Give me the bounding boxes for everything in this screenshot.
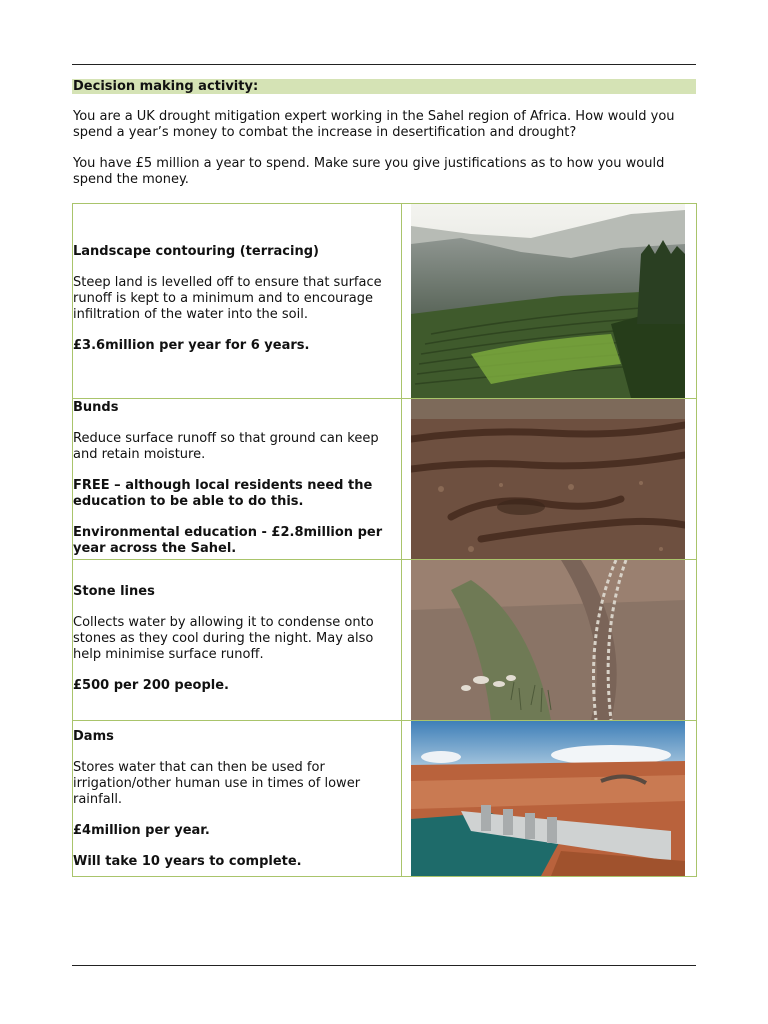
section-heading: Decision making activity: <box>72 79 696 94</box>
option-image-cell <box>402 204 697 399</box>
options-table <box>72 203 697 877</box>
intro-paragraph: You are a UK drought mitigation expert working in the Sahel region of Africa. How would you spend a year’s money to combat the increase in desertification and drought? <box>73 109 675 140</box>
footer-rule <box>72 965 696 966</box>
option-image-cell <box>402 721 697 877</box>
option-title: Landscape contouring (terracing) <box>73 244 319 259</box>
option-text-cell <box>73 721 402 877</box>
option-image-cell <box>402 399 697 560</box>
option-text-cell <box>73 399 402 560</box>
option-extra: Will take 10 years to complete. <box>73 854 302 869</box>
option-description: Reduce surface runoff so that ground can keep and retain moisture. <box>73 431 379 462</box>
option-image-cell <box>402 560 697 721</box>
option-cost: £4million per year. <box>73 823 210 838</box>
dam-photo <box>411 721 685 876</box>
option-description: Steep land is levelled off to ensure that surface runoff is kept to a minimum and to encourage infiltration of the water into the soil. <box>73 275 382 322</box>
option-cost: FREE – although local residents need the education to be able to do this. <box>73 478 373 509</box>
budget-paragraph: You have £5 million a year to spend. Make sure you give justifications as to how you would spend the money. <box>73 156 665 187</box>
option-description: Stores water that can then be used for irrigation/other human use in times of lower rainfall. <box>73 760 361 807</box>
option-title: Dams <box>73 729 114 744</box>
option-text-cell <box>73 560 402 721</box>
terracing-photo <box>411 204 685 398</box>
option-title: Stone lines <box>73 584 155 599</box>
option-cost: £500 per 200 people. <box>73 678 229 693</box>
stone-lines-photo <box>411 560 685 720</box>
option-row-stone-lines <box>73 560 697 721</box>
option-row-terracing <box>73 204 697 399</box>
option-row-bunds <box>73 399 697 560</box>
option-description: Collects water by allowing it to condense onto stones as they cool during the night. May also help minimise surface runoff. <box>73 615 374 662</box>
option-row-dams <box>73 721 697 877</box>
bunds-photo <box>411 399 685 559</box>
option-title: Bunds <box>73 400 119 415</box>
header-rule <box>72 64 696 65</box>
option-text-cell <box>73 204 402 399</box>
option-extra: Environmental education - £2.8million per year across the Sahel. <box>73 525 383 556</box>
option-cost: £3.6million per year for 6 years. <box>73 338 310 353</box>
